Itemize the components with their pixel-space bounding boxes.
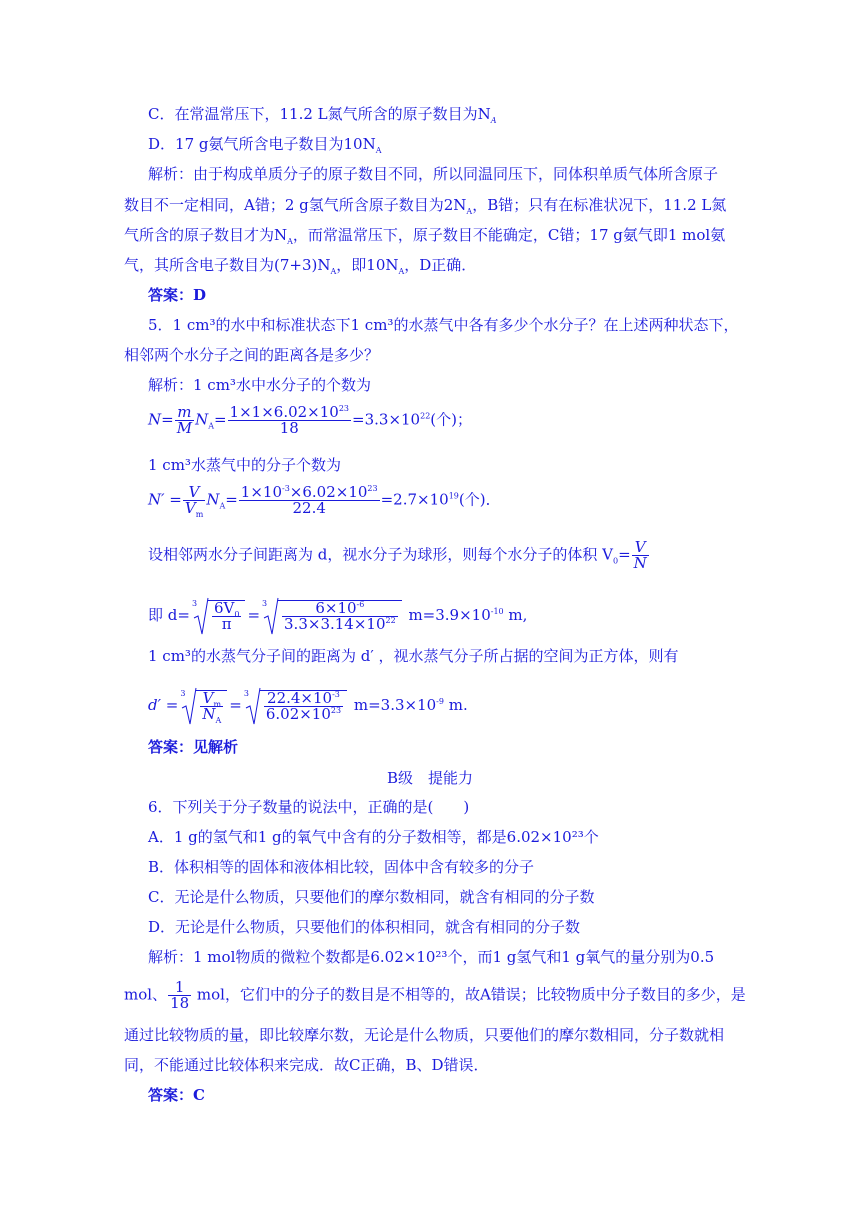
analysis-5-line-1: 解析：1 cm³水中水分子的个数为 <box>148 376 371 394</box>
fraction-V-over-Vm: $\frac{V}{V_m}$ <box>184 483 204 519</box>
analysis-line-3: 气所含的原子数目才为$N_A$，而常温常压下，原子数目不能确定，C错；17 g氨气即1 mol氨 <box>124 226 726 246</box>
cube-root-3: 3 $\frac{V_m}{N_A}$ <box>180 690 227 722</box>
equation-n-prime: N′ = $\frac{V}{V_m}$ $N_A=$ $\frac{1\times 10^{-3}\times 6.02\times 10^{23}}{22.4}$ $=2.7\times 10^{19}$(个)． <box>148 483 501 519</box>
question-6: 6．下列关于分子数量的说法中，正确的是( ) <box>148 798 470 816</box>
equation-d-prime: d′ = 3 $\frac{V_m}{N_A}$ = 3 $\frac{22.4\times 10^{-3}}{6.02\times 10^{23}}$ $m=3.3\times 10^{-9}$ m. <box>148 689 468 725</box>
equation-n: N= $\frac{m}{M}$ $N_A=$ $\frac{1\times 1\times 6.02\times 10^{23}}{18}$ $=3.3\times 10^{22}$(个)； <box>148 403 473 437</box>
equation-d: 即 d= 3 $\frac{6V_0}{\pi}$ = 3 $\frac{6\times 10^{-6}}{3.3\times 3.14\times 10^{22}}$ $m=3.9\times 10^{-10}$ m, <box>148 599 528 633</box>
question-5-line-1: 5．1 cm³的水中和标准状态下1 cm³的水蒸气中各有多少个水分子？在上述两种状态下， <box>148 316 739 334</box>
vapor-distance-line: 1 cm³的水蒸气分子间的距离为 d′ ，视水蒸气分子所占据的空间为正方体，则有 <box>148 647 679 665</box>
fraction-1-over-18: $\frac{1}{18}$ <box>170 978 190 1012</box>
option-d: D．17 g氨气所含电子数目为$10N_A$ <box>148 135 382 155</box>
vapor-count-line: 1 cm³水蒸气中的分子个数为 <box>148 456 341 474</box>
answer-6: 答案：C <box>148 1086 205 1104</box>
cube-root-2: 3 $\frac{6\times 10^{-6}}{3.3\times 3.14\times 10^{22}}$ <box>262 600 402 632</box>
fraction-eq1: $\frac{1\times 1\times 6.02\times 10^{23}}{18}$ <box>229 403 350 437</box>
analysis-6-line-2: mol、 $\frac{1}{18}$ mol，它们中的分子的数目是不相等的，故A错误；比较物质中分子数目的多少，是 <box>124 978 746 1012</box>
sphere-assumption-line: 设相邻两水分子间距离为 d，视水分子为球形，则每个水分子的体积 $V_0=$ $\frac{V}{N}$ <box>148 538 647 572</box>
cube-root-1: 3 $\frac{6V_0}{\pi}$ <box>192 600 245 632</box>
section-heading: B级 提能力 <box>386 769 474 787</box>
analysis-6-line-1: 解析：1 mol物质的微粒个数都是6.02×10²³个，而1 g氢气和1 g氧气的量分别为0.5 <box>148 948 715 966</box>
option-6d: D．无论是什么物质，只要他们的体积相同，就含有相同的分子数 <box>148 918 581 936</box>
option-6b: B．体积相等的固体和液体相比较，固体中含有较多的分子 <box>148 858 535 876</box>
cube-root-4: 3 $\frac{22.4\times 10^{-3}}{6.02\times 10^{23}}$ <box>244 690 347 722</box>
answer-5: 答案：见解析 <box>148 738 239 756</box>
option-6c: C．无论是什么物质，只要他们的摩尔数相同，就含有相同的分子数 <box>148 888 595 906</box>
option-6a: A．1 g的氢气和1 g的氧气中含有的分子数相等，都是6.02×10²³个 <box>148 828 599 846</box>
option-c: C．在常温常压下，11.2 L氮气所含的原子数目为$N_A$ <box>148 105 497 125</box>
analysis-line-4: 气，其所含电子数目为$(7+3)N_A$，即$10N_A$，D正确． <box>124 256 477 276</box>
fraction-V-over-N: $\frac{V}{N}$ <box>633 538 647 572</box>
fraction-eq2: $\frac{1\times 10^{-3}\times 6.02\times 10^{23}}{22.4}$ <box>240 483 378 517</box>
analysis-line-1: 解析：由于构成单质分子的原子数目不同，所以同温同压下，同体积单质气体所含原子 <box>148 165 719 183</box>
analysis-6-line-4: 同，不能通过比较体积来完成．故C正确，B、D错误． <box>124 1056 489 1074</box>
analysis-line-2: 数目不一定相同，A错；2 g氢气所含原子数目为$2N_A$，B错；只有在标准状况下，11.2 L氮 <box>124 196 727 216</box>
answer-4: 答案：D <box>148 286 207 304</box>
question-5-line-2: 相邻两个水分子之间的距离各是多少？ <box>124 346 380 364</box>
analysis-6-line-3: 通过比较物质的量，即比较摩尔数，无论是什么物质，只要他们的摩尔数相同，分子数就相 <box>124 1026 725 1044</box>
fraction-m-over-M: $\frac{m}{M}$ <box>176 403 193 437</box>
